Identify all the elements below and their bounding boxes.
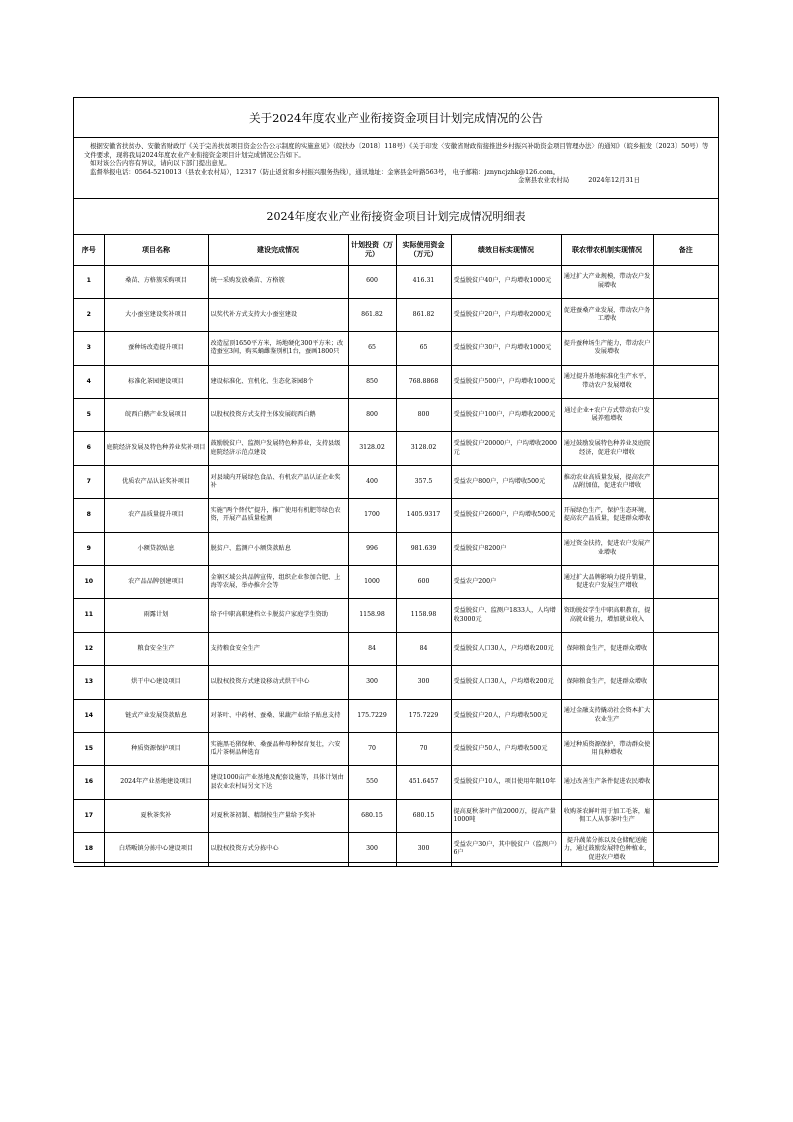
row-actual-funds: 3128.02 <box>396 432 451 465</box>
row-construction: 建设1000亩产业基地及配套设施等，具体计划由县农业农村局另文下达 <box>208 766 348 799</box>
row-planned-investment: 65 <box>348 332 396 365</box>
row-performance: 受益脱贫户8200户 <box>451 532 561 565</box>
row-performance: 受益脱贫户10人，项目使用年限10年 <box>451 766 561 799</box>
row-planned-investment: 1000 <box>348 566 396 599</box>
row-project-name: 标准化茶园建设项目 <box>104 365 208 398</box>
table-row <box>74 666 718 699</box>
row-actual-funds: 300 <box>396 833 451 866</box>
row-construction: 建设标准化、宜机化、生态化茶园8个 <box>208 365 348 398</box>
row-seq: 13 <box>74 666 104 699</box>
row-farmer-linkage: 通过资金扶持，促进农户发展产业增收 <box>561 532 653 565</box>
row-seq: 6 <box>74 432 104 465</box>
row-seq: 16 <box>74 766 104 799</box>
row-actual-funds: 861.82 <box>396 298 451 331</box>
row-actual-funds: 1158.98 <box>396 599 451 632</box>
row-project-name: 链式产业发展贷款贴息 <box>104 699 208 732</box>
row-performance: 受益脱贫户100户，户均增收2000元 <box>451 399 561 432</box>
row-construction: 以股权投资方式建设移动式烘干中心 <box>208 666 348 699</box>
row-actual-funds: 65 <box>396 332 451 365</box>
row-remarks <box>653 732 718 765</box>
row-seq: 17 <box>74 799 104 832</box>
row-farmer-linkage: 促进蚕桑产业发展，带动农户务工增收 <box>561 298 653 331</box>
row-project-name: 皖西白鹅产业发展项目 <box>104 399 208 432</box>
table-header-row <box>74 235 718 265</box>
table-row <box>74 699 718 732</box>
row-planned-investment: 70 <box>348 732 396 765</box>
row-actual-funds: 451.6457 <box>396 766 451 799</box>
row-construction: 实施“两个替代”提升，推广使用有机肥等绿色农资，开展产品质量检测 <box>208 499 348 532</box>
row-seq: 12 <box>74 632 104 665</box>
row-planned-investment: 850 <box>348 365 396 398</box>
row-planned-investment: 3128.02 <box>348 432 396 465</box>
row-actual-funds: 416.31 <box>396 265 451 298</box>
row-project-name: 白塔畈镇分拣中心建设项目 <box>104 833 208 866</box>
row-planned-investment: 550 <box>348 766 396 799</box>
row-construction: 脱贫户、监测户小额贷款贴息 <box>208 532 348 565</box>
header-farmer-linkage: 联农带农机制实现情况 <box>561 235 653 265</box>
row-remarks <box>653 833 718 866</box>
row-farmer-linkage: 提升蔬菜分拣以及仓储配送能力，通过鼓励发展特色种植业，促进农户增收 <box>561 833 653 866</box>
row-seq: 18 <box>74 833 104 866</box>
table-row <box>74 365 718 398</box>
row-remarks <box>653 766 718 799</box>
row-actual-funds: 1405.9317 <box>396 499 451 532</box>
row-performance: 受益脱贫户40户，户均增收1000元 <box>451 265 561 298</box>
header-actual-funds: 实际使用资金（万元） <box>396 235 451 265</box>
row-project-name: 烘干中心建设项目 <box>104 666 208 699</box>
row-actual-funds: 800 <box>396 399 451 432</box>
table-row <box>74 265 718 298</box>
row-farmer-linkage: 保障粮食生产，促进群众增收 <box>561 632 653 665</box>
table-row <box>74 732 718 765</box>
row-construction: 统一采购发放桑苗、方格簇 <box>208 265 348 298</box>
row-construction: 对夏秋茶初制、精制按生产量给予奖补 <box>208 799 348 832</box>
row-project-name: 桑苗、方格簇采购项目 <box>104 265 208 298</box>
row-performance: 受益脱贫户2600户，户均增收500元 <box>451 499 561 532</box>
row-project-name: 庭院经济发展及特色种养业奖补项目 <box>104 432 208 465</box>
row-planned-investment: 800 <box>348 399 396 432</box>
row-performance: 受益脱贫人口30人，户均增收200元 <box>451 632 561 665</box>
row-project-name: 小额贷款贴息 <box>104 532 208 565</box>
notice-signature: 金寨县农业农村局 2024年12月31日 <box>518 176 640 185</box>
row-construction: 鼓励脱贫户、监测户发展特色种养业，支持县级庭院经济示范点建设 <box>208 432 348 465</box>
row-farmer-linkage: 资助脱贫学生中职高职教育，提高就业能力，增加就业收入 <box>561 599 653 632</box>
row-farmer-linkage: 收购茶农鲜叶用于加工毛茶，雇佣工人从事茶叶生产 <box>561 799 653 832</box>
row-farmer-linkage: 通过扩大品牌影响力提升销量，促进农户发展生产增收 <box>561 566 653 599</box>
row-remarks <box>653 799 718 832</box>
notice-sheet <box>73 97 719 863</box>
row-farmer-linkage: 通过金融支持撬动社会资本扩大农业生产 <box>561 699 653 732</box>
notice-paragraph-objection: 如对该公告内容有异议，请向以下部门提出意见。 <box>90 159 231 168</box>
row-project-name: 夏秋茶奖补 <box>104 799 208 832</box>
row-performance: 受益脱贫户500户，户均增收1000元 <box>451 365 561 398</box>
row-remarks <box>653 632 718 665</box>
document-title: 关于2024年度农业产业衔接资金项目计划完成情况的公告 <box>74 98 718 138</box>
row-project-name: 优质农产品认证奖补项目 <box>104 465 208 498</box>
table-row <box>74 599 718 632</box>
header-performance: 绩效目标实现情况 <box>451 235 561 265</box>
row-performance: 受益农户200户 <box>451 566 561 599</box>
row-construction: 支持粮食安全生产 <box>208 632 348 665</box>
row-planned-investment: 84 <box>348 632 396 665</box>
row-performance: 受益脱贫户20000户，户均增收2000元 <box>451 432 561 465</box>
row-seq: 10 <box>74 566 104 599</box>
row-farmer-linkage: 保障粮食生产，促进群众增收 <box>561 666 653 699</box>
row-performance: 受益脱贫户50人，户均增收500元 <box>451 732 561 765</box>
row-planned-investment: 996 <box>348 532 396 565</box>
row-remarks <box>653 432 718 465</box>
header-seq: 序号 <box>74 235 104 265</box>
row-planned-investment: 680.15 <box>348 799 396 832</box>
row-project-name: 蚕种场改造提升项目 <box>104 332 208 365</box>
row-remarks <box>653 566 718 599</box>
row-actual-funds: 357.5 <box>396 465 451 498</box>
table-row <box>74 399 718 432</box>
row-project-name: 雨露计划 <box>104 599 208 632</box>
table-row <box>74 432 718 465</box>
row-performance: 受益脱贫人口30人，户均增收200元 <box>451 666 561 699</box>
row-performance: 受益脱贫户30户，户均增收1000元 <box>451 332 561 365</box>
row-planned-investment: 1700 <box>348 499 396 532</box>
row-remarks <box>653 399 718 432</box>
row-planned-investment: 400 <box>348 465 396 498</box>
row-performance: 受益农户800户，户均增收500元 <box>451 465 561 498</box>
row-construction: 以股权投资方式支持主体发展皖西白鹅 <box>208 399 348 432</box>
header-construction: 建设完成情况 <box>208 235 348 265</box>
table-row <box>74 465 718 498</box>
header-remarks: 备注 <box>653 235 718 265</box>
row-remarks <box>653 599 718 632</box>
notice-body <box>74 138 718 199</box>
table-row <box>74 499 718 532</box>
row-construction: 以奖代补方式支持大小蚕室建设 <box>208 298 348 331</box>
row-farmer-linkage: 通过鼓励发展特色种养业及庭院经济，促进农户增收 <box>561 432 653 465</box>
row-planned-investment: 1158.98 <box>348 599 396 632</box>
row-farmer-linkage: 通过种质资源保护，带动群众使用良种增收 <box>561 732 653 765</box>
row-project-name: 农产品品牌创建项目 <box>104 566 208 599</box>
row-seq: 14 <box>74 699 104 732</box>
row-actual-funds: 768.8868 <box>396 365 451 398</box>
row-construction: 对县域内开展绿色食品、有机农产品认证企业奖补 <box>208 465 348 498</box>
row-farmer-linkage: 提升蚕种场生产能力，带动农户发展增收 <box>561 332 653 365</box>
notice-paragraph-contact: 监督举报电话：0564-5210013（县农业农村局），12317（防止返贫和乡村振兴服务热线），通讯地址：金寨县金叶路563号， 电子邮箱：jznyncjzhk@126.com。 <box>90 167 560 176</box>
row-project-name: 农产品质量提升项目 <box>104 499 208 532</box>
row-farmer-linkage: 推动农业高质量发展，提高农产品附加值，促进农户增收 <box>561 465 653 498</box>
row-performance: 受益农户30户，其中脱贫户（监测户）6户 <box>451 833 561 866</box>
row-seq: 7 <box>74 465 104 498</box>
table-row <box>74 298 718 331</box>
row-actual-funds: 70 <box>396 732 451 765</box>
row-farmer-linkage: 通过扩大产业规模，带动农户发展增收 <box>561 265 653 298</box>
row-construction: 实施黑毛猪保种、桑蚕品种母种保育复壮，六安瓜片茶树品种选育 <box>208 732 348 765</box>
row-planned-investment: 175.7229 <box>348 699 396 732</box>
row-farmer-linkage: 通过企业+农户方式带动农户发展养殖增收 <box>561 399 653 432</box>
row-remarks <box>653 265 718 298</box>
row-project-name: 2024年产业基地建设项目 <box>104 766 208 799</box>
table-row <box>74 799 718 832</box>
row-farmer-linkage: 通过改善生产条件促进农民增收 <box>561 766 653 799</box>
row-remarks <box>653 365 718 398</box>
row-remarks <box>653 298 718 331</box>
row-remarks <box>653 332 718 365</box>
row-project-name: 种质资源保护项目 <box>104 732 208 765</box>
row-construction: 以股权投资方式分拣中心 <box>208 833 348 866</box>
header-planned-investment: 计划投资（万元） <box>348 235 396 265</box>
row-construction: 对茶叶、中药材、蚕桑、果蔬产业给予贴息支持 <box>208 699 348 732</box>
row-construction: 改造屋顶1650平方米，场地硬化300平方米；改造蚕室3间，购买蛹雌鉴别机1台，蚕画1800只 <box>208 332 348 365</box>
row-project-name: 大小蚕室建设奖补项目 <box>104 298 208 331</box>
table-row <box>74 632 718 665</box>
row-performance: 受益脱贫户20人，户均增收500元 <box>451 699 561 732</box>
row-remarks <box>653 499 718 532</box>
row-remarks <box>653 465 718 498</box>
row-performance: 受益脱贫户20户，户均增收2000元 <box>451 298 561 331</box>
row-remarks <box>653 532 718 565</box>
row-remarks <box>653 666 718 699</box>
row-performance: 提高夏秋茶叶产值2000万，提高产量1000吨 <box>451 799 561 832</box>
table-row <box>74 566 718 599</box>
row-performance: 受益脱贫户、监测户1833人，人均增收3000元 <box>451 599 561 632</box>
row-actual-funds: 300 <box>396 666 451 699</box>
row-planned-investment: 300 <box>348 833 396 866</box>
row-farmer-linkage: 开展绿色生产，保护生态环境，提高农产品质量，促进群众增收 <box>561 499 653 532</box>
project-table <box>74 235 718 867</box>
row-seq: 3 <box>74 332 104 365</box>
row-construction: 金寨区域公共品牌宣传，组织企业参加合肥、上海等农展，举办推介会等 <box>208 566 348 599</box>
row-planned-investment: 600 <box>348 265 396 298</box>
row-seq: 5 <box>74 399 104 432</box>
row-planned-investment: 861.82 <box>348 298 396 331</box>
row-actual-funds: 600 <box>396 566 451 599</box>
row-seq: 11 <box>74 599 104 632</box>
table-row <box>74 833 718 866</box>
row-actual-funds: 175.7229 <box>396 699 451 732</box>
notice-paragraph-basis: 根据安徽省扶贫办、安徽省财政厅《关于完善扶贫项目资金公告公示制度的实施意见》（皖扶办〔2018〕118号）《关于印发〈安徽省财政衔接推进乡村振兴补助资金项目管理办法〉的通知》（皖乡振发〔2023〕50号）等文件要求，现将我局2024年度农业产业衔接资金项目计划完成情况公告如下。 <box>84 142 709 159</box>
row-remarks <box>653 699 718 732</box>
row-seq: 2 <box>74 298 104 331</box>
row-actual-funds: 680.15 <box>396 799 451 832</box>
table-row <box>74 532 718 565</box>
table-row <box>74 766 718 799</box>
row-planned-investment: 300 <box>348 666 396 699</box>
table-row <box>74 332 718 365</box>
header-project-name: 项目名称 <box>104 235 208 265</box>
row-construction: 给予中职高职建档立卡脱贫户家庭学生资助 <box>208 599 348 632</box>
row-seq: 4 <box>74 365 104 398</box>
row-actual-funds: 981.639 <box>396 532 451 565</box>
row-seq: 8 <box>74 499 104 532</box>
row-farmer-linkage: 通过提升基地标准化生产水平，带动农户发展增收 <box>561 365 653 398</box>
row-actual-funds: 84 <box>396 632 451 665</box>
row-seq: 15 <box>74 732 104 765</box>
row-seq: 1 <box>74 265 104 298</box>
row-project-name: 粮食安全生产 <box>104 632 208 665</box>
table-title: 2024年度农业产业衔接资金项目计划完成情况明细表 <box>74 199 718 235</box>
row-seq: 9 <box>74 532 104 565</box>
